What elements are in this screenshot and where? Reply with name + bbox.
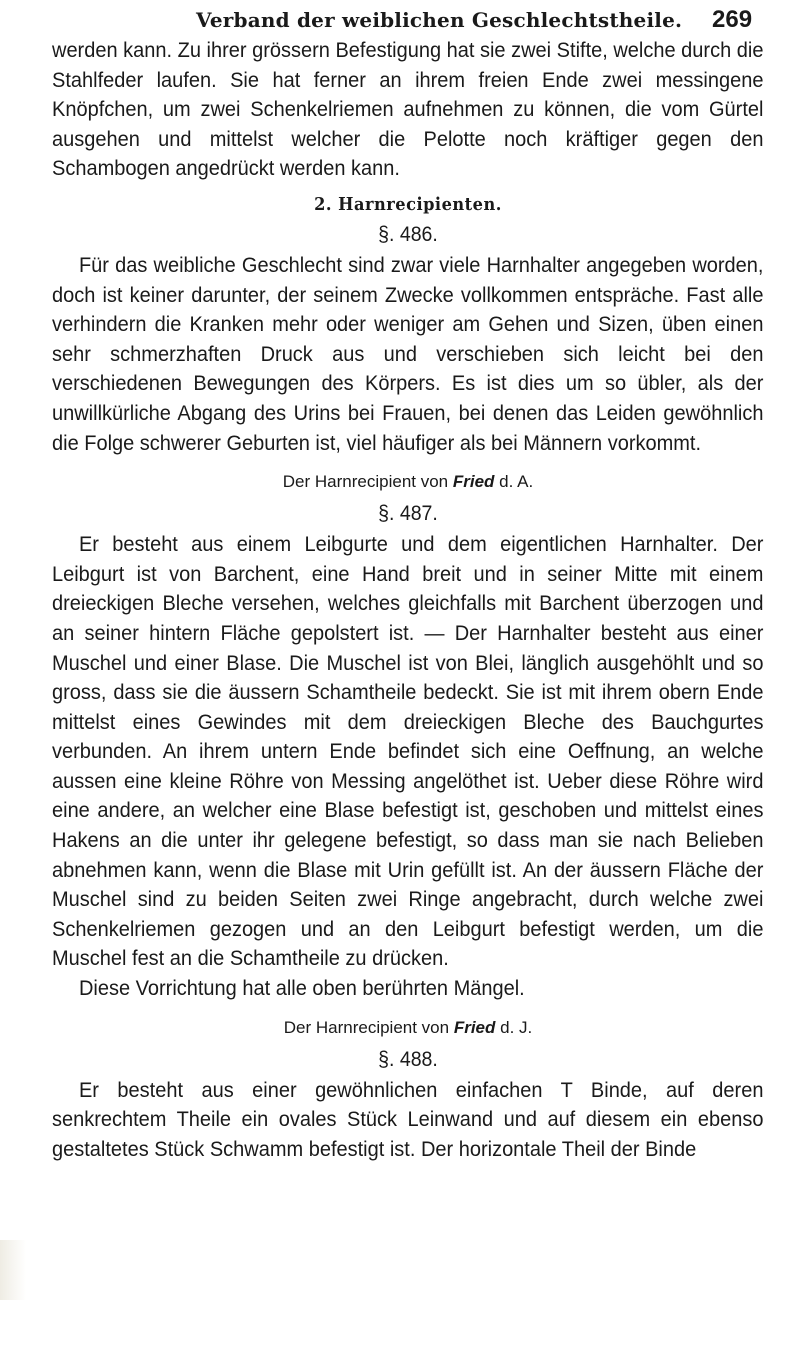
page-number: 269: [712, 6, 753, 33]
paragraph-number-488: §. 488.: [378, 1047, 438, 1071]
paragraph-487-conclusion: Diese Vorrichtung hat alle oben berührten Mängel.: [78, 976, 525, 1001]
subheading-487-author: Fried: [452, 472, 495, 492]
subheading-487-suffix: d. A.: [499, 472, 534, 492]
paragraph-487: Er besteht aus einem Leibgurte und dem eigentlichen Harnhalter. Der Leibgurt ist von Barchent, eine Hand breit und in seiner Mitte mit einem dreieckigen Bleche versehen, welches gleichfalls mit Barchent überzogen und an seiner hintern Fläche gepolstert ist. — Der Harnhalter besteht aus einer Muschel und einer Blase. Die Muschel ist von Blei, länglich ausgehöhlt und so gross, dass sie die äussern Schamtheile bedeckt. Sie ist mit ihrem obern Ende mittelst eines Gewindes mit dem dreieckigen Bleche des Bauchgurtes verbunden. An ihrem untern Ende befindet sich eine Oeffnung, an welche aussen eine kleine Röhre von Messing angelöthet ist. Ueber diese Röhre wird eine andere, an welcher eine Blase befestigt ist, geschoben und mittelst eines Hakens an die unter ihr gelegene befestigt, so dass man sie nach Belieben abnehmen kann, wenn die Blase mit Urin gefüllt ist. An der äussern Fläche der Muschel sind zu beiden Seiten zwei Ringe angebracht, durch welche zwei Schenkelriemen gezogen und an den Leibgurt befestigt werden, um die Muschel fest an die Schamtheile zu drücken.: [52, 532, 764, 971]
paragraph-488: Er besteht aus einer gewöhnlichen einfachen T Binde, auf deren senkrechtem Theile ein ovales Stück Leinwand und auf diesem ein ebenso gestaltetes Stück Schwamm befestigt ist. Der horizontale Theil der Binde: [52, 1077, 764, 1161]
subheading-487: [52, 472, 764, 492]
paragraph-intro: werden kann. Zu ihrer grössern Befestigung hat sie zwei Stifte, welche durch die Stahlfeder laufen. Sie hat ferner an ihrem freien Ende zwei messingene Knöpfchen, um zwei Schenkelriemen aufnehmen zu können, die vom Gürtel ausgehen und mittelst welcher die Pelotte noch kräftiger gegen den Schambogen angedrückt werden kann.: [52, 38, 764, 181]
subheading-487-prefix: Der Harnrecipient von: [282, 472, 449, 492]
subheading-488: [52, 1018, 764, 1038]
running-head: [0, 8, 800, 38]
paragraph-486: Für das weibliche Geschlecht sind zwar viele Harnhalter angegeben worden, doch ist keiner darunter, der seinem Zwecke vollkommen entspräche. Fast alle verhindern die Kranken mehr oder weniger am Gehen und Sizen, üben einen sehr schmerzhaften Druck aus und verschieben sich leicht bei den verschiedenen Bewegungen des Körpers. Es ist dies um so übler, als der unwillkürliche Abgang des Urins bei Frauen, bei denen das Leiden gewöhnlich die Folge schwerer Geburten ist, viel häufiger als bei Männern vorkommt.: [52, 252, 764, 455]
subheading-488-suffix: d. J.: [500, 1017, 533, 1037]
paragraph-number-486: §. 486.: [378, 222, 438, 246]
paragraph-number-487: §. 487.: [378, 502, 438, 526]
body-text: [52, 36, 764, 1164]
subheading-488-author: Fried: [453, 1017, 496, 1037]
section-heading: 2. Harnrecipienten.: [314, 193, 502, 215]
subheading-488-prefix: Der Harnrecipient von: [283, 1017, 450, 1037]
page-edge-stain: [0, 1240, 26, 1300]
running-title: Verband der weiblichen Geschlechtstheile.: [196, 8, 683, 32]
